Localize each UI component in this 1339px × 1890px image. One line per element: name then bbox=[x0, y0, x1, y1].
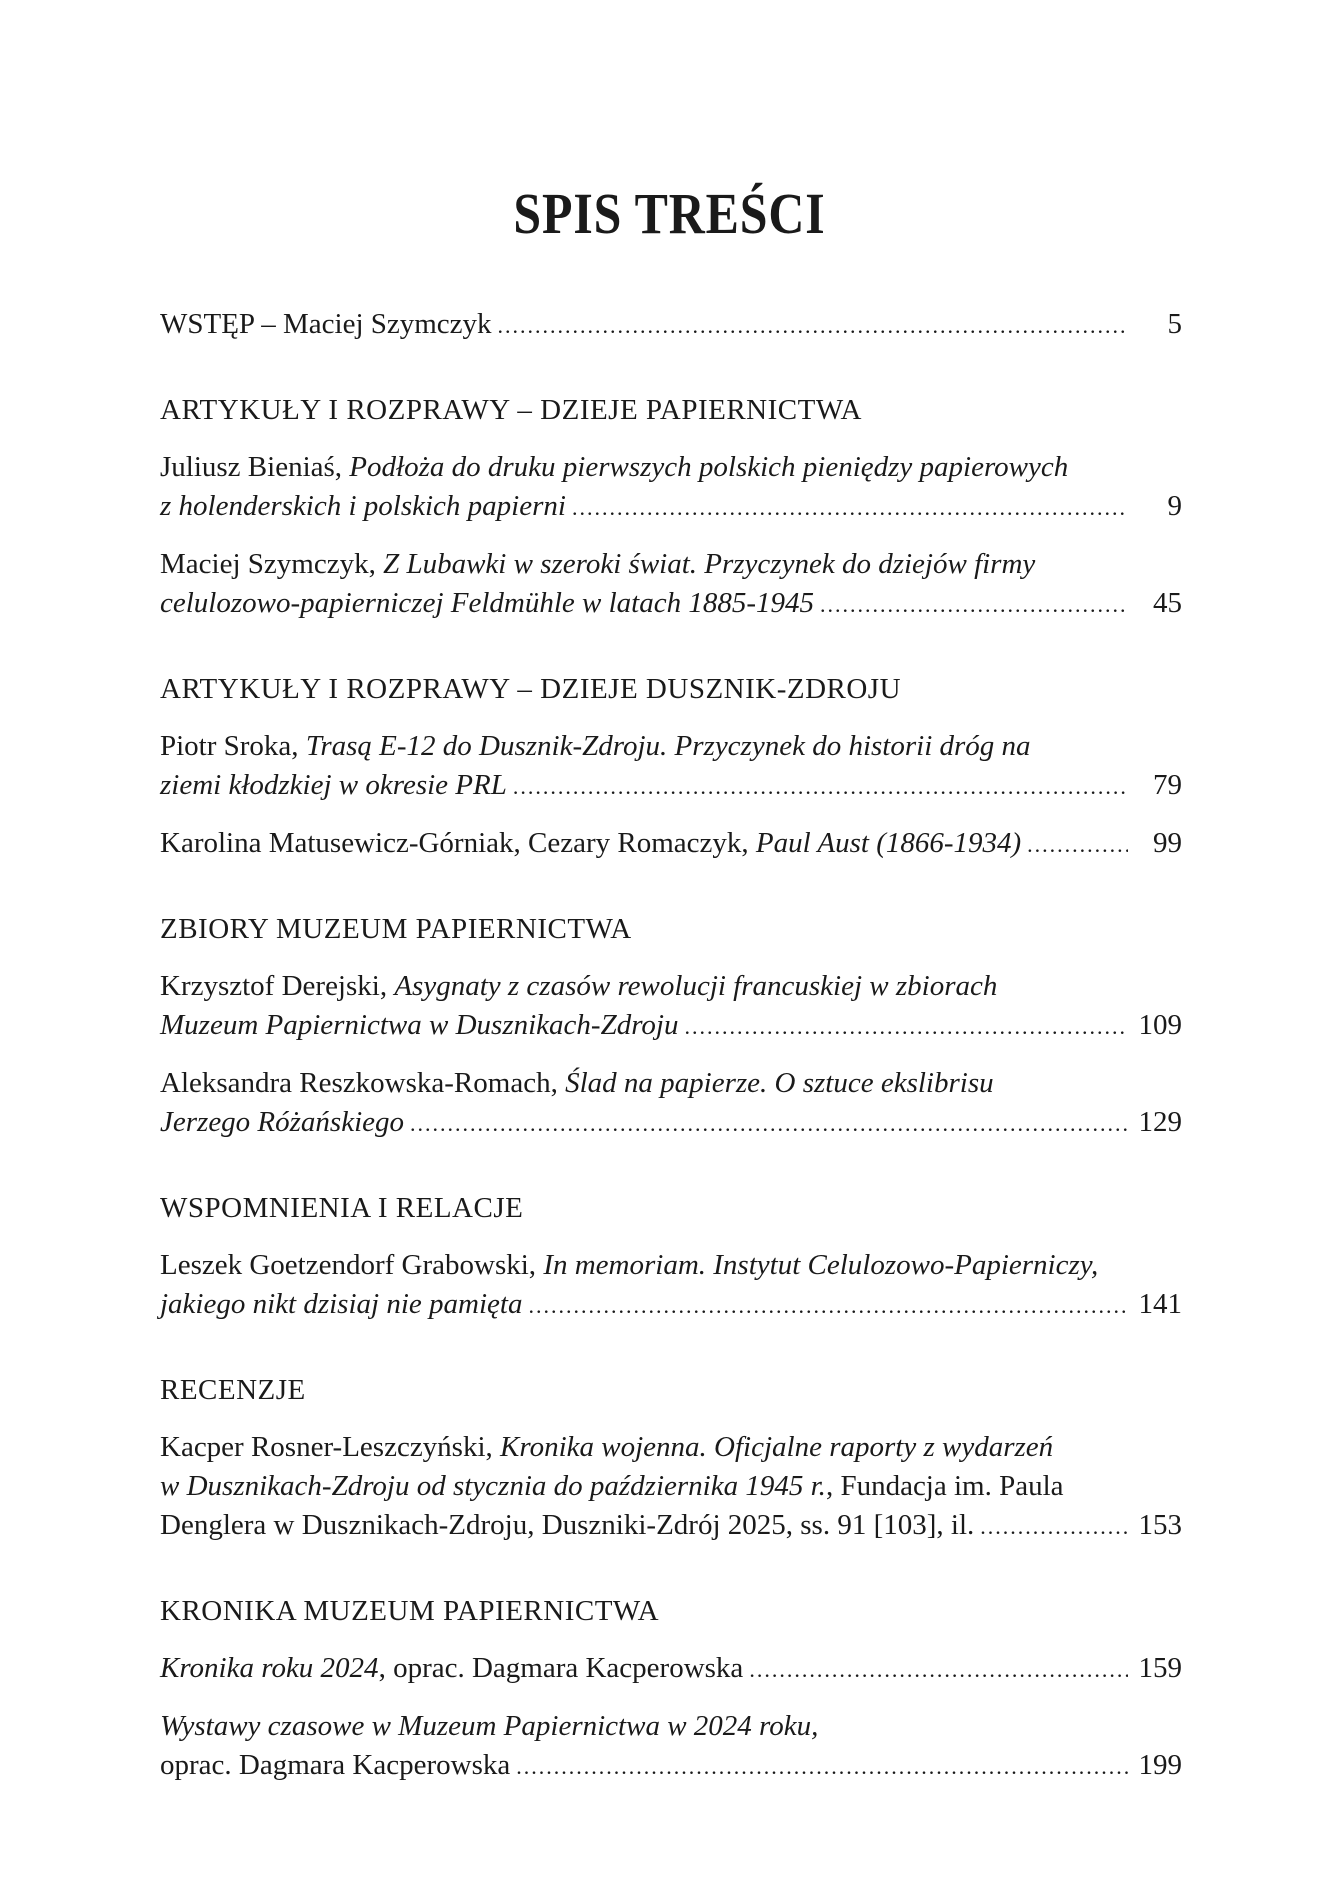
leader-dots bbox=[516, 1747, 1128, 1786]
page-number: 129 bbox=[1138, 1106, 1182, 1138]
toc-entry[interactable] bbox=[160, 1649, 1182, 1689]
entry-editor: , oprac. Dagmara Kacperowska bbox=[378, 1652, 744, 1684]
toc-entry[interactable] bbox=[160, 1428, 1182, 1546]
entry-title: Asygnaty z czasów rewolucji francuskiej w zbiorach bbox=[394, 970, 998, 1002]
leader-dots bbox=[513, 767, 1128, 806]
page-number: 9 bbox=[1167, 490, 1182, 522]
entry-author: Aleksandra Reszkowska-Romach, bbox=[160, 1067, 558, 1099]
toc-entry[interactable] bbox=[160, 448, 1182, 527]
entry-title-cont: w Dusznikach-Zdroju od stycznia do października 1945 r. bbox=[160, 1470, 826, 1502]
entry-title: Z Lubawki w szeroki świat. Przyczynek do dziejów firmy bbox=[383, 548, 1036, 580]
section-heading: ARTYKUŁY I ROZPRAWY – DZIEJE DUSZNIK-ZDROJU bbox=[160, 673, 902, 705]
page-number: 99 bbox=[1153, 827, 1182, 859]
entry-title-cont: Jerzego Różańskiego bbox=[160, 1106, 405, 1138]
leader-dots bbox=[410, 1104, 1128, 1143]
entry-title-cont: z holenderskich i polskich papierni bbox=[160, 490, 566, 522]
entry-author: Kacper Rosner-Leszczyński, bbox=[160, 1431, 493, 1463]
leader-dots bbox=[749, 1650, 1128, 1689]
entry-publication-details: Denglera w Dusznikach-Zdroju, Duszniki-Zdrój 2025, ss. 91 [103], il. bbox=[160, 1509, 975, 1541]
page-number: 153 bbox=[1138, 1509, 1182, 1541]
section-heading: ARTYKUŁY I ROZPRAWY – DZIEJE PAPIERNICTWA bbox=[160, 394, 862, 426]
leader-dots bbox=[498, 306, 1128, 345]
entry-title-cont: jakiego nikt dzisiaj nie pamięta bbox=[160, 1288, 523, 1320]
toc-entry[interactable] bbox=[160, 967, 1182, 1046]
section-heading: WSPOMNIENIA I RELACJE bbox=[160, 1192, 524, 1224]
page-number: 5 bbox=[1167, 308, 1182, 340]
leader-dots bbox=[980, 1507, 1128, 1546]
leader-dots bbox=[684, 1007, 1128, 1046]
page-number: 45 bbox=[1153, 587, 1182, 619]
section-heading: KRONIKA MUZEUM PAPIERNICTWA bbox=[160, 1595, 660, 1627]
toc-entry[interactable] bbox=[160, 824, 1182, 864]
entry-editor: oprac. Dagmara Kacperowska bbox=[160, 1749, 511, 1781]
toc-entry[interactable] bbox=[160, 1246, 1182, 1325]
toc-entry[interactable] bbox=[160, 1707, 1182, 1786]
entry-author: Maciej Szymczyk, bbox=[160, 548, 376, 580]
entry-title-cont: celulozowo-papierniczej Feldmühle w latach 1885-1945 bbox=[160, 587, 815, 619]
section-heading: ZBIORY MUZEUM PAPIERNICTWA bbox=[160, 913, 632, 945]
table-of-contents bbox=[160, 305, 1182, 1786]
section-heading: RECENZJE bbox=[160, 1374, 306, 1406]
entry-title: Trasą E-12 do Dusznik-Zdroju. Przyczynek do historii dróg na bbox=[305, 730, 1031, 762]
entry-author: Krzysztof Derejski, bbox=[160, 970, 388, 1002]
page-number: 199 bbox=[1138, 1749, 1182, 1781]
entry-title-cont: Muzeum Papiernictwa w Dusznikach-Zdroju bbox=[160, 1009, 679, 1041]
toc-entry[interactable] bbox=[160, 727, 1182, 806]
page-title: SPIS TREŚCI bbox=[513, 181, 826, 246]
entry-title: Kronika roku 2024 bbox=[160, 1652, 379, 1684]
entry-publisher: , Fundacja im. Paula bbox=[825, 1470, 1064, 1502]
entry-author: Juliusz Bieniaś, bbox=[160, 451, 343, 483]
entry-title: In memoriam. Instytut Celulozowo-Papierniczy, bbox=[543, 1249, 1099, 1281]
toc-entry[interactable] bbox=[160, 1064, 1182, 1143]
entry-author: Karolina Matusewicz-Górniak, Cezary Romaczyk, bbox=[160, 827, 749, 859]
entry-title: Paul Aust (1866-1934) bbox=[755, 827, 1022, 859]
entry-title: Wystawy czasowe w Muzeum Papiernictwa w 2024 roku, bbox=[160, 1710, 819, 1742]
entry-text: WSTĘP – Maciej Szymczyk bbox=[160, 308, 492, 340]
leader-dots bbox=[820, 585, 1128, 624]
page-number: 109 bbox=[1138, 1009, 1182, 1041]
leader-dots bbox=[1027, 825, 1128, 864]
entry-author: Leszek Goetzendorf Grabowski, bbox=[160, 1249, 537, 1281]
toc-entry[interactable] bbox=[160, 545, 1182, 624]
entry-title: Podłoża do druku pierwszych polskich pieniędzy papierowych bbox=[349, 451, 1069, 483]
leader-dots bbox=[572, 488, 1128, 527]
leader-dots bbox=[528, 1286, 1128, 1325]
entry-author: Piotr Sroka, bbox=[160, 730, 299, 762]
entry-title-cont: ziemi kłodzkiej w okresie PRL bbox=[160, 769, 507, 801]
page-number: 159 bbox=[1138, 1652, 1182, 1684]
page-number: 141 bbox=[1138, 1288, 1182, 1320]
entry-title: Kronika wojenna. Oficjalne raporty z wydarzeń bbox=[500, 1431, 1054, 1463]
toc-entry-intro[interactable] bbox=[160, 305, 1182, 345]
entry-title: Ślad na papierze. O sztuce ekslibrisu bbox=[565, 1067, 994, 1099]
page-number: 79 bbox=[1153, 769, 1182, 801]
